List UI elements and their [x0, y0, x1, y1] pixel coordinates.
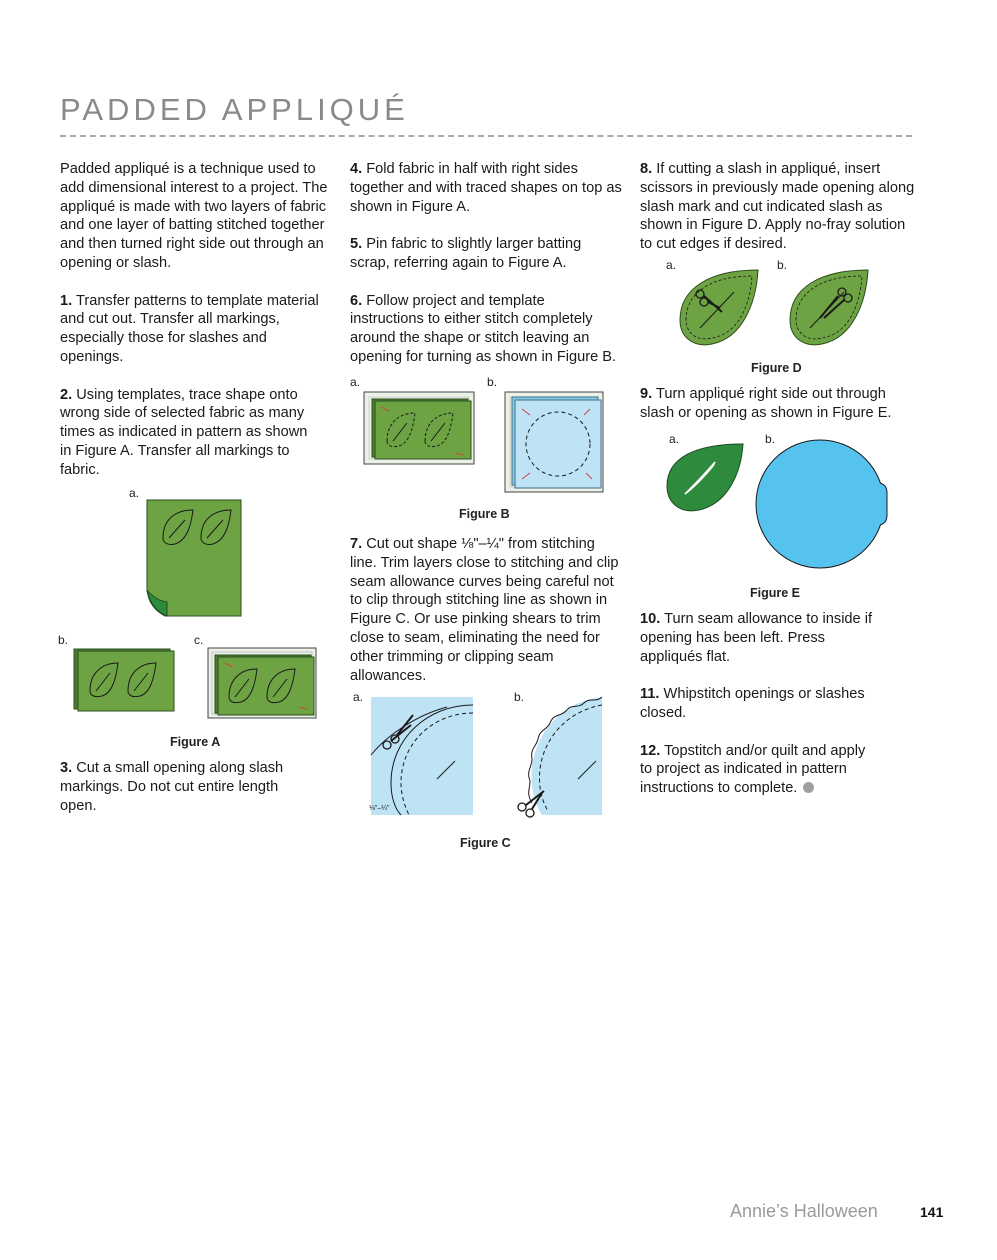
figure-e-caption: Figure E	[750, 586, 801, 600]
figure-a-label-c: c.	[194, 633, 204, 647]
column-2-bottom	[350, 535, 622, 704]
figure-a-label-b: b.	[58, 633, 69, 647]
figure-e-turned-leaf	[665, 442, 747, 514]
figure-b-stitched-leaves	[363, 391, 475, 465]
intro-paragraph: Padded appliqué is a technique used to add dimensional interest to a project. The appliqué is made with two layers of fabric and one layer of batting stitched together and then turned right side out through an opening or slash.	[60, 161, 328, 271]
step-text: Transfer patterns to template material and cut out. Transfer all markings, especially those for slashes and openings.	[60, 292, 319, 365]
step-number: 1.	[60, 292, 73, 309]
figure-a-pinned-batting	[207, 647, 317, 719]
page-number: 141	[920, 1204, 944, 1220]
step-4	[350, 160, 622, 216]
page-title: PADDED APPLIQUÉ	[60, 92, 409, 127]
footer-book-title: Annie’s Halloween	[730, 1201, 878, 1221]
step-number: 5.	[350, 236, 363, 253]
step-number: 12.	[640, 742, 661, 759]
step-12	[640, 742, 880, 798]
figure-e-turned-circle	[755, 439, 889, 569]
step-number: 9.	[640, 386, 653, 402]
step-number: 4.	[350, 161, 363, 177]
figure-d-leaf-scissors-b	[788, 268, 870, 348]
step-number: 2.	[60, 386, 73, 403]
figure-e-label-b: b.	[765, 432, 776, 446]
step-6	[350, 292, 622, 367]
figure-a-caption: Figure A	[170, 735, 221, 749]
figure-c-caption: Figure C	[460, 836, 511, 850]
figure-e-label-a: a.	[669, 432, 680, 446]
figure-d-label-a: a.	[666, 258, 677, 272]
step-text: Turn appliqué right side out through slash or opening as shown in Figure E.	[640, 386, 892, 421]
step-text: Whipstitch openings or slashes closed.	[640, 686, 865, 721]
column-1	[60, 160, 332, 498]
step-3	[60, 759, 305, 815]
figure-c-label-a: a.	[353, 690, 364, 704]
end-mark-dot	[803, 782, 814, 793]
step-10	[640, 610, 880, 666]
step-11	[640, 685, 880, 723]
title-divider	[60, 135, 912, 137]
step-text: Topstitch and/or quilt and apply to project as indicated in pattern instructions to complete.	[640, 742, 866, 797]
step-text: Using templates, trace shape onto wrong side of selected fabric as many times as indicated in pattern as shown in Figure A. Transfer all markings to fabric.	[60, 386, 308, 478]
step-number: 11.	[640, 686, 660, 703]
figure-b-caption: Figure B	[459, 507, 510, 521]
step-5	[350, 235, 622, 273]
step-1	[60, 292, 332, 367]
step-text: If cutting a slash in appliqué, insert scissors in previously made opening along slash mark and cut indicated slash as shown in Figure D. Apply no-fray solution to cut edges if desired.	[640, 161, 915, 253]
step-text: Fold fabric in half with right sides together and with traced shapes on top as shown in Figure A.	[350, 161, 622, 215]
figure-c-trimming-circle	[367, 695, 475, 817]
step-number: 6.	[350, 292, 363, 309]
step-text: Cut a small opening along slash markings. Do not cut entire length open.	[60, 760, 284, 814]
column-3	[640, 160, 915, 273]
figure-b-stitched-circle	[504, 391, 604, 493]
figure-c-seam-measure: ⅛"–¼"	[369, 805, 390, 812]
step-number: 3.	[60, 760, 73, 776]
step-7	[350, 535, 622, 685]
figure-b-label-a: a.	[350, 375, 361, 389]
step-number: 7.	[350, 536, 363, 552]
column-2	[350, 160, 622, 386]
step-text: Turn seam allowance to inside if opening has been left. Press appliqués flat.	[640, 611, 873, 665]
step-text: Cut out shape ⅛"–¼" from stitching line. Trim layers close to stitching and clip seam allowance curves being careful not to clip through stitching line as shown in Figure C. Or use pinking shears to trim close to seam, eliminating the need for other trimming or clipping seam allowances.	[350, 536, 619, 684]
figure-a-label-a: a.	[129, 486, 140, 500]
step-9	[640, 385, 915, 423]
figure-d-caption: Figure D	[751, 361, 802, 375]
figure-c-pinked-circle	[512, 695, 606, 817]
step-2	[60, 386, 318, 480]
figure-b-label-b: b.	[487, 375, 498, 389]
column-3-step9	[640, 385, 915, 441]
step-8	[640, 160, 915, 254]
figure-a-folded-fabric	[145, 498, 245, 620]
column-1-bottom	[60, 759, 305, 834]
figure-d-label-b: b.	[777, 258, 788, 272]
step-text: Pin fabric to slightly larger batting scrap, referring again to Figure A.	[350, 236, 582, 271]
figure-d-leaf-scissors-a	[678, 268, 760, 348]
step-number: 10.	[640, 611, 661, 627]
step-number: 8.	[640, 161, 653, 177]
column-3-bottom	[640, 610, 880, 817]
figure-c-label-b: b.	[514, 690, 525, 704]
step-text: Follow project and template instructions to either stitch completely around the shape or stitch leaving an opening for turning as shown in Figure B.	[350, 292, 617, 365]
figure-a-layered-fabric	[72, 645, 176, 713]
